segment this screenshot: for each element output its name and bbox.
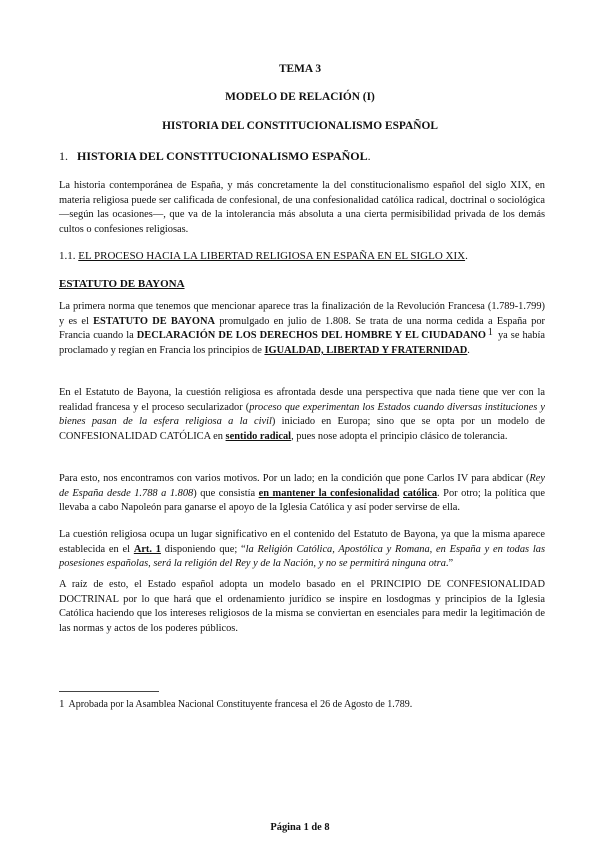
page-number-footer: Página 1 de 8 [270,822,330,833]
p3-bold-catolica: católica [403,487,438,499]
paragraph-3 [59,472,545,516]
section-1-heading [59,149,545,164]
p1-text-1: La primera norma que tenemos que mencionar aparece tras la finalización de la Revolución Francesa (1.789-1.799) y es el [59,301,545,327]
modelo-heading: MODELO DE RELACIÓN (I) [225,91,375,103]
p3-italic-rey: Rey de España desde 1.788 a 1.808 [59,473,545,499]
footnote-reference: 1 [487,327,493,339]
p2-text-2: ) iniciado en Europa; sino que se opta por un modelo de CONFESIONALIDAD CATÓLICA en [59,416,545,442]
p2-bold-sentido-radical: sentido radical [225,430,292,442]
p1-bold-igualdad: IGUALDAD, LIBERTAD Y FRATERNIDAD [264,344,468,356]
section-1-title: HISTORIA DEL CONSTITUCIONALISMO ESPAÑOL [77,149,368,163]
footnote [59,698,545,711]
paragraph-5: A raíz de esto, el Estado español adopta un modelo basado en el PRINCIPIO DE CONFESIONALIDAD DOCTRINAL por lo que hará que el ordenamiento jurídico se inspire en losdogmas y principios de la Iglesia Católica haciendo que los intereses religiosos de la misma se conviertan en esenciales para medir la legitimación de las normas y actos de los poderes públicos. [59,579,545,634]
p4-italic-quote: la Religión Católica, Apostólica y Romana, en España y en todas las posesiones españolas, será la religión del Rey y de la Nación, y no se permitirá ninguna otra [59,543,546,570]
subsection-number: 1.1. [59,250,76,262]
p1-text-2: promulgado en julio de 1.808. Se trata de una norma cedida a España por Francia cuando la [59,315,545,342]
paragraph-4 [59,528,545,572]
section-1-period: . [367,149,371,163]
footnote-marker: 1 [59,698,65,710]
subsection-period: . [465,250,468,262]
p3-text-4: . Por otro; la política que llevaba a cabo Napoleón para ganarse el apoyo de la Iglesia Católica y así poder servirse de ella. [59,487,545,514]
paragraph-2 [59,386,545,444]
subsection-1-1-heading [59,249,545,264]
paragraph-1 [59,300,545,358]
p1-text-4: . [467,344,470,356]
p2-text-3: , pues nose adopta el principio clásico de tolerancia. [291,430,508,442]
p3-text-1: Para esto, nos encontramos con varios motivos. Por un lado; en la condición que pone Carlos IV para abdicar ( [59,473,530,484]
p1-text-3: ya se había proclamado y regían en Francia los principios de [59,330,545,356]
p4-text-1: La cuestión religiosa ocupa un lugar significativo en el contenido del Estatuto de Bayona, ya que la misma aparece establecida en el [59,529,545,555]
p1-bold-estatuto: ESTATUTO DE BAYONA [93,315,215,327]
p4-text-3: .” [445,558,454,570]
p3-bold-mantener: en mantener la confesionalidad [258,487,400,499]
intro-paragraph: La historia contemporánea de España, y más concretamente la del constitucionalismo español del siglo XIX, en materia religiosa puede ser calificada de confesional, de una confesionalidad católica radical, doctrinal o sociológica —según las ocasiones—, que va de la intolerancia más absoluta a una cierta permisibilidad privada de los demás cultos o confesiones religiosas. [59,180,545,235]
subsection-title: EL PROCESO HACIA LA LIBERTAD RELIGIOSA EN ESPAÑA EN EL SIGLO XIX [78,250,466,262]
p4-bold-art1: Art. 1 [133,543,161,555]
p3-text-2: ) que consistía [193,487,259,499]
p1-bold-declaracion: DECLARACIÓN DE LOS DERECHOS DEL HOMBRE Y EL CIUDADANO [136,330,486,342]
footnote-text: Aprobada por la Asamblea Nacional Constituyente francesa el 26 de Agosto de 1.789. [68,699,413,710]
section-1-number: 1. [59,149,68,163]
historia-heading: HISTORIA DEL CONSTITUCIONALISMO ESPAÑOL [162,120,438,132]
p2-italic-proceso: proceso que experimentan los Estados cuando diversas instituciones y bienes pasan de la esfera religiosa a la civil [59,401,545,428]
estatuto-heading: ESTATUTO DE BAYONA [59,278,185,290]
p4-text-2: disponiendo que; “ [160,543,246,555]
p2-text-1: En el Estatuto de Bayona, la cuestión religiosa es afrontada desde una perspectiva que nada tiene que ver con la realidad francesa y el proceso secularizador ( [59,387,545,413]
footnote-divider [59,691,159,692]
tema-heading: TEMA 3 [278,63,322,75]
